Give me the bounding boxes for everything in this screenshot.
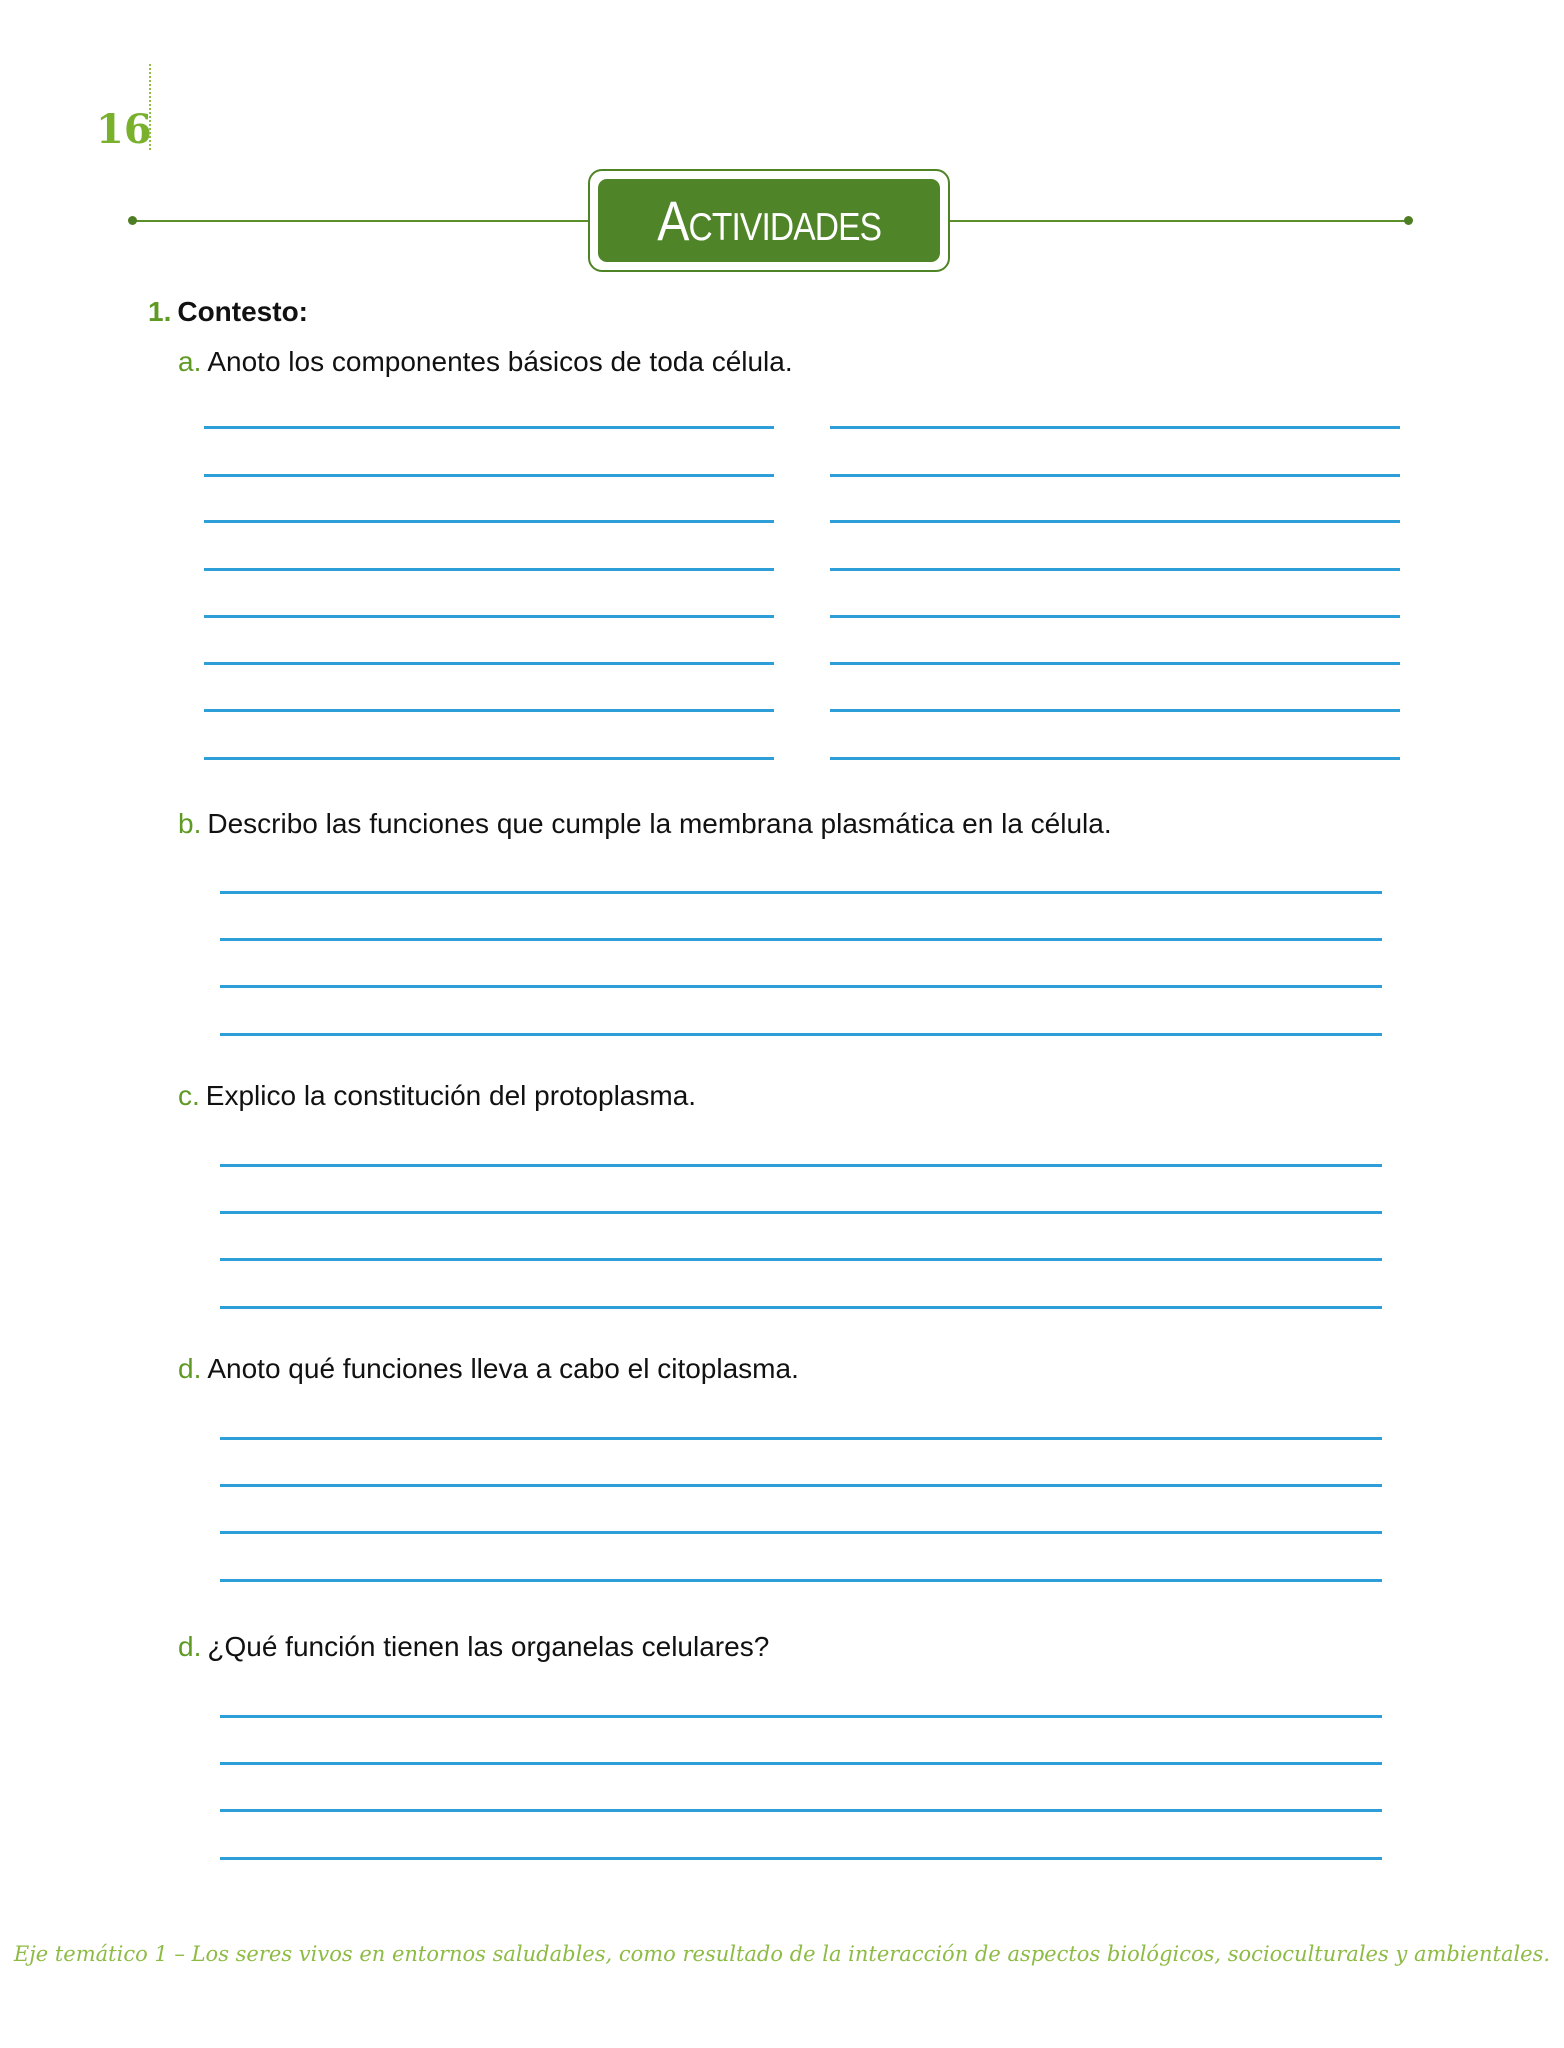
activity-instruction: Contesto: bbox=[177, 296, 309, 327]
answer-line-a-left-5[interactable] bbox=[204, 615, 774, 618]
page-footer: Eje temático 1 – Los seres vivos en entornos saludables, como resultado de la interacción de aspectos biológicos, socioculturales y ambientales. bbox=[13, 1942, 1551, 1966]
question-d-second bbox=[178, 1631, 769, 1663]
answer-line-c-2[interactable] bbox=[220, 1211, 1382, 1214]
question-c bbox=[178, 1080, 696, 1112]
answer-line-c-4[interactable] bbox=[220, 1306, 1382, 1309]
answer-line-a-left-3[interactable] bbox=[204, 520, 774, 523]
answer-line-b-1[interactable] bbox=[220, 891, 1382, 894]
question-letter: c. bbox=[178, 1080, 200, 1111]
answer-line-d2-4[interactable] bbox=[220, 1857, 1382, 1860]
header-rule-left-dot bbox=[128, 216, 137, 225]
question-letter: d. bbox=[178, 1353, 202, 1384]
answer-line-d2-1[interactable] bbox=[220, 1715, 1382, 1718]
question-text: ¿Qué función tienen las organelas celulares? bbox=[207, 1631, 770, 1662]
section-title-badge bbox=[588, 169, 950, 272]
answer-line-a-left-2[interactable] bbox=[204, 474, 774, 477]
section-title-background bbox=[598, 179, 940, 262]
answer-line-a-right-5[interactable] bbox=[830, 615, 1400, 618]
question-letter: a. bbox=[178, 346, 202, 377]
answer-line-d1-1[interactable] bbox=[220, 1437, 1382, 1440]
question-letter: b. bbox=[178, 808, 202, 839]
question-text: Describo las funciones que cumple la membrana plasmática en la célula. bbox=[207, 808, 1112, 839]
answer-line-d1-4[interactable] bbox=[220, 1579, 1382, 1582]
question-b bbox=[178, 808, 1112, 840]
question-text: Explico la constitución del protoplasma. bbox=[205, 1080, 697, 1111]
answer-line-c-3[interactable] bbox=[220, 1258, 1382, 1261]
question-text: Anoto los componentes básicos de toda célula. bbox=[207, 346, 793, 377]
answer-line-b-3[interactable] bbox=[220, 985, 1382, 988]
answer-line-d1-3[interactable] bbox=[220, 1531, 1382, 1534]
answer-line-a-right-2[interactable] bbox=[830, 474, 1400, 477]
answer-line-a-left-7[interactable] bbox=[204, 709, 774, 712]
answer-line-a-right-7[interactable] bbox=[830, 709, 1400, 712]
answer-line-a-right-8[interactable] bbox=[830, 757, 1400, 760]
answer-line-c-1[interactable] bbox=[220, 1164, 1382, 1167]
question-d-first bbox=[178, 1353, 799, 1385]
answer-line-a-right-1[interactable] bbox=[830, 426, 1400, 429]
section-title: Actividades bbox=[657, 188, 881, 252]
page-number-divider bbox=[149, 64, 151, 150]
header-rule-right-dot bbox=[1404, 216, 1413, 225]
answer-line-d1-2[interactable] bbox=[220, 1484, 1382, 1487]
question-text: Anoto qué funciones lleva a cabo el citoplasma. bbox=[207, 1353, 799, 1384]
answer-line-a-right-4[interactable] bbox=[830, 568, 1400, 571]
answer-line-b-4[interactable] bbox=[220, 1033, 1382, 1036]
activity-heading bbox=[148, 296, 308, 328]
answer-line-a-left-4[interactable] bbox=[204, 568, 774, 571]
answer-line-a-left-1[interactable] bbox=[204, 426, 774, 429]
question-letter: d. bbox=[178, 1631, 202, 1662]
answer-line-a-left-8[interactable] bbox=[204, 757, 774, 760]
activity-number: 1. bbox=[148, 296, 172, 327]
answer-line-d2-3[interactable] bbox=[220, 1809, 1382, 1812]
answer-line-a-right-3[interactable] bbox=[830, 520, 1400, 523]
answer-line-a-left-6[interactable] bbox=[204, 662, 774, 665]
answer-line-d2-2[interactable] bbox=[220, 1762, 1382, 1765]
page-number: 16 bbox=[96, 106, 152, 153]
answer-line-b-2[interactable] bbox=[220, 938, 1382, 941]
answer-line-a-right-6[interactable] bbox=[830, 662, 1400, 665]
question-a bbox=[178, 346, 793, 378]
